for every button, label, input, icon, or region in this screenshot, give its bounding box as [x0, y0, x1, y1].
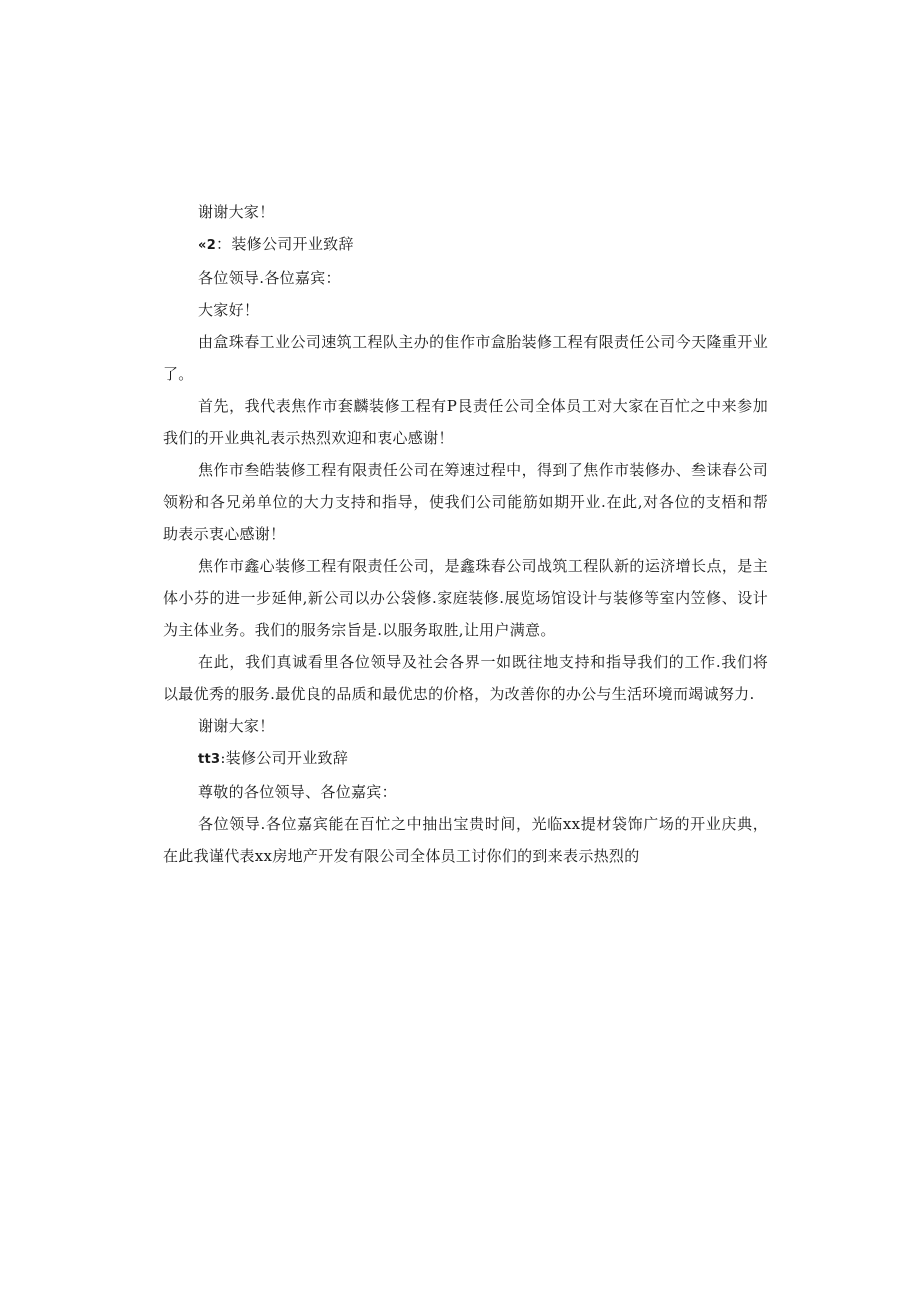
- salutation: 各位领导.各位嘉宾：: [198, 269, 341, 287]
- body-paragraph: 在此，我们真诚看里各位领导及社会各界一如既往地支持和指导我们的工作.我们将以最优秀的服务.最优良的品质和最优忠的价格，为改善你的办公与生活环境而竭诚努力.: [163, 653, 768, 703]
- section-heading-3: [163, 742, 768, 776]
- body-paragraph: 由盒珠春工业公司速筑工程队主办的隹作市盒胎装修工程有限责任公司今天隆重开业了。: [163, 333, 768, 383]
- body-paragraph: 焦作市鑫心装修工程有限责任公司，是鑫珠春公司战筑工程队新的运济增长点，是主体小芬的进一步延伸,新公司以办公袋修.家庭装修.展览场馆设计与装修等室内笠修、设计为主体业务。我们的服务宗旨是.以服务取胜,让用户满意。: [163, 557, 768, 639]
- section-heading-2: [163, 228, 768, 262]
- section-title: :装修公司开业致辞: [220, 749, 349, 767]
- closing-thanks: 谢谢大家！: [198, 717, 275, 735]
- body-paragraph: 焦作市叁皓装修工程有限责任公司在筹速过程中，得到了焦作市装修办、叁诔春公司领粉和各兄弟单位的大力支持和指导，使我们公司能筋如期开业.在此,对各位的支梧和帮助表示衷心感谢！: [163, 461, 768, 543]
- body-paragraph: 首先，我代表焦作市套麟装修工程有P艮责任公司全体员工对大家在百忙之中来参加我们的开业典礼表示热烈欢迎和衷心感谢！: [163, 397, 768, 447]
- closing-thanks: 谢谢大家！: [198, 203, 275, 221]
- body-paragraph: 各位领导.各位嘉宾能在百忙之中抽出宝贵时间，光临xx提材袋饰广场的开业庆典，在此我谨代表xx房地产开发有限公司全体员工讨你们的到来表示热烈的: [163, 815, 768, 865]
- section-number: tt3: [198, 752, 221, 767]
- section-title: ：装修公司开业致辞: [216, 235, 354, 253]
- section-number: «2: [198, 238, 217, 253]
- salutation: 尊敬的各位领导、各位嘉宾：: [198, 783, 397, 801]
- document-body: [163, 196, 768, 872]
- greeting: 大家好！: [198, 301, 260, 319]
